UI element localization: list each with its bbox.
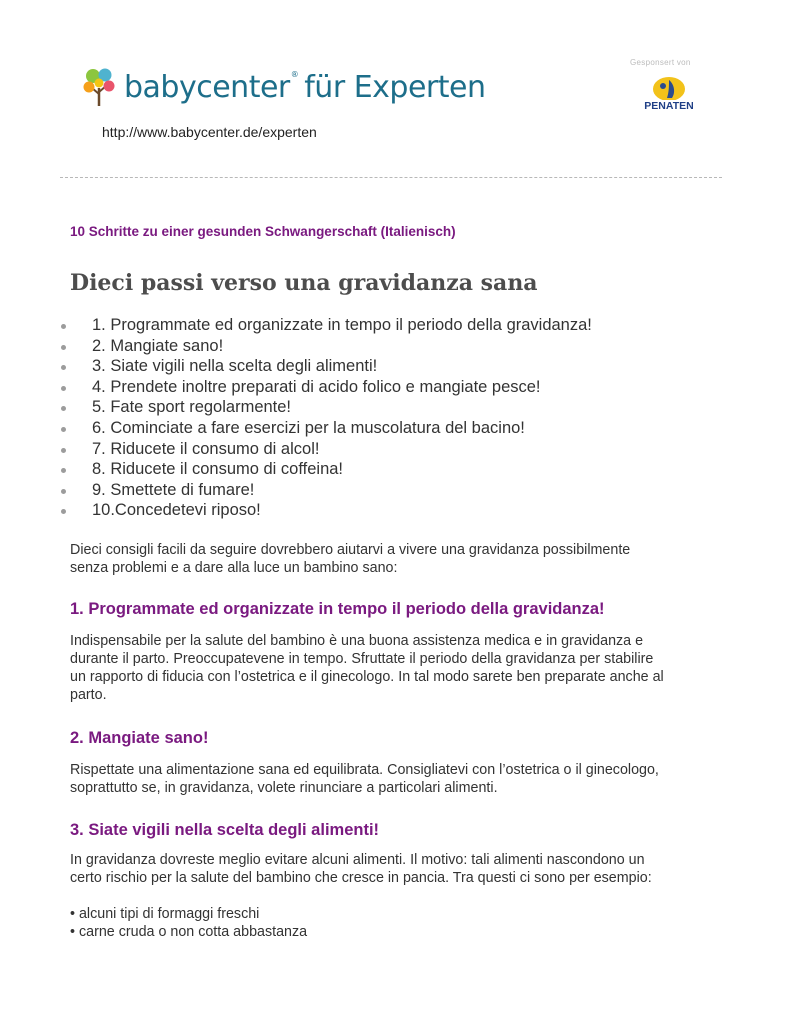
bullet-icon [61, 489, 66, 494]
list-item: 8. Riducete il consumo di coffeina! [60, 459, 592, 480]
list-item: 4. Prendete inoltre preparati di acido folico e mangiate pesce! [60, 377, 592, 398]
logo-wordmark: babycenter® für Experten [124, 69, 486, 105]
tree-logo-icon [82, 66, 116, 108]
list-item: • alcuni tipi di formaggi freschi [70, 906, 260, 922]
bullet-icon [61, 468, 66, 473]
bullet-icon [61, 427, 66, 432]
list-item: 2. Mangiate sano! [60, 336, 592, 357]
bullet-icon [61, 509, 66, 514]
babycenter-logo [82, 66, 485, 108]
list-item: 6. Cominciate a fare esercizi per la muscolatura del bacino! [60, 418, 592, 439]
list-item: 7. Riducete il consumo di alcol! [60, 439, 592, 460]
steps-list [60, 315, 592, 521]
document-subtitle: 10 Schritte zu einer gesunden Schwangerschaft (Italienisch) [70, 224, 456, 239]
bullet-icon [61, 365, 66, 370]
bullet-icon [61, 386, 66, 391]
section-3-heading: 3. Siate vigili nella scelta degli alimenti! [70, 821, 380, 839]
header-url[interactable]: http://www.babycenter.de/experten [102, 124, 317, 140]
list-item: 10.Concedetevi riposo! [60, 500, 592, 521]
bullet-icon [61, 406, 66, 411]
sponsor-label: Gesponsert von [630, 58, 691, 67]
list-item: 5. Fate sport regolarmente! [60, 397, 592, 418]
bullet-icon [61, 324, 66, 329]
list-item: • carne cruda o non cotta abbastanza [70, 924, 308, 940]
bullet-icon [61, 345, 66, 350]
section-2-heading: 2. Mangiate sano! [70, 729, 209, 747]
bullet-icon [61, 448, 66, 453]
section-1-heading: 1. Programmate ed organizzate in tempo il periodo della gravidanza! [70, 600, 605, 618]
header-divider [60, 177, 722, 178]
list-item: 9. Smettete di fumare! [60, 480, 592, 501]
list-item: 3. Siate vigili nella scelta degli alimenti! [60, 356, 592, 377]
list-item: 1. Programmate ed organizzate in tempo il periodo della gravidanza! [60, 315, 592, 336]
section-3-text: In gravidanza dovreste meglio evitare alcuni alimenti. Il motivo: tali alimenti nascondono un certo rischio per la salute del bambino che cresce in pancia. Tra questi ci sono per esempio: [70, 852, 652, 886]
penaten-wordmark: PENATEN [644, 100, 694, 112]
section-2-text: Rispettate una alimentazione sana ed equilibrata. Consigliatevi con l’ostetrica o il ginecologo, soprattutto se, in gravidanza, volete rinunciare a particolari alimenti. [70, 762, 659, 796]
document-title: Dieci passi verso una gravidanza sana [70, 270, 538, 296]
intro-paragraph: Dieci consigli facili da seguire dovrebbero aiutarvi a vivere una gravidanza possibilmente senza problemi e a dare alla luce un bambino sano: [70, 542, 631, 576]
section-1-text: Indispensabile per la salute del bambino è una buona assistenza medica e in gravidanza e durante il parto. Preoccupatevene in tempo. Sfruttate il periodo della gravidanza per stabilire un rapporto di fiducia con l’ostetrica e il ginecologo. In tal modo sarete ben preparate anche al parto. [70, 633, 664, 703]
penaten-logo [641, 74, 697, 114]
